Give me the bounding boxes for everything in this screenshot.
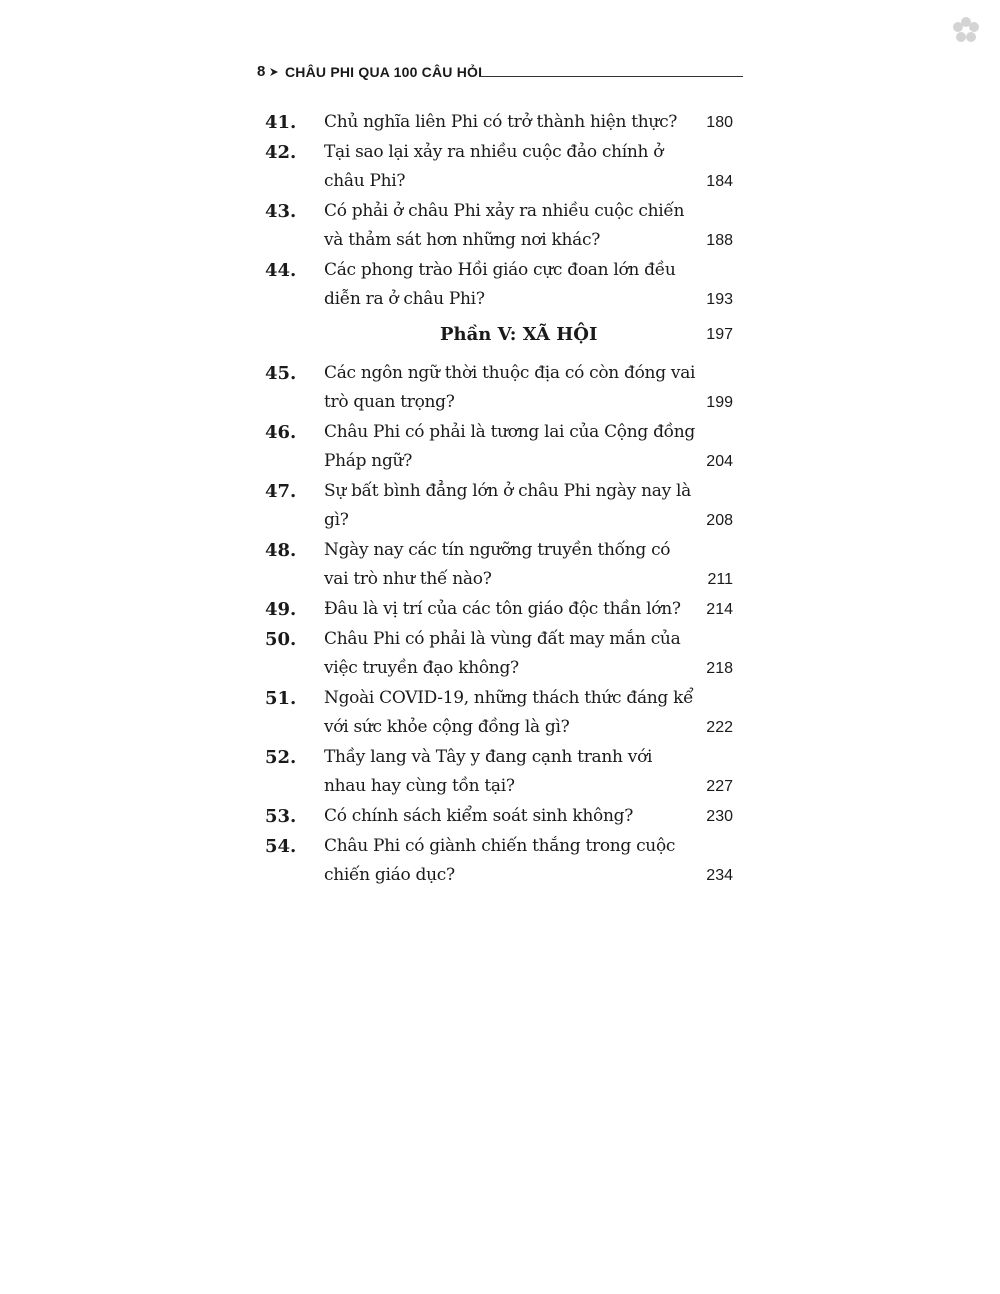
toc-entry xyxy=(265,595,745,624)
toc-entry-title: Chủ nghĩa liên Phi có trở thành hiện thực? xyxy=(324,112,678,132)
toc-entry-number: 50. xyxy=(265,629,297,650)
toc-entry-page: 180 xyxy=(706,114,733,131)
toc-entry-title: Châu Phi có giành chiến thắng trong cuộc chiến giáo dục? xyxy=(324,836,676,885)
toc-section-heading xyxy=(265,320,745,357)
toc-entry xyxy=(265,743,745,801)
toc-entry xyxy=(265,359,745,417)
toc-entry xyxy=(265,477,745,535)
toc-entry-page: 218 xyxy=(706,660,733,677)
toc-entry-number: 41. xyxy=(265,112,297,133)
toc-entry-title: Ngoài COVID-19, những thách thức đáng kể với sức khỏe cộng đồng là gì? xyxy=(324,688,694,737)
toc-entry xyxy=(265,197,745,255)
toc-entry-title: Các ngôn ngữ thời thuộc địa có còn đóng vai trò quan trọng? xyxy=(324,363,696,412)
toc-entry xyxy=(265,256,745,314)
toc-entry-page: 230 xyxy=(706,808,733,825)
toc-entry-number: 46. xyxy=(265,422,297,443)
toc-entry-number: 48. xyxy=(265,540,297,561)
flower-ornament-icon xyxy=(952,16,980,44)
header-rule xyxy=(480,76,743,77)
toc-entry-title: Có phải ở châu Phi xảy ra nhiều cuộc chiến và thảm sát hơn những nơi khác? xyxy=(324,201,685,250)
toc-entry-title: Tại sao lại xảy ra nhiều cuộc đảo chính ở châu Phi? xyxy=(324,142,664,191)
toc-entry-page: 227 xyxy=(706,778,733,795)
toc-entry-page: 211 xyxy=(707,571,733,588)
toc-entry-title: Sự bất bình đẳng lớn ở châu Phi ngày nay là gì? xyxy=(324,481,691,530)
toc-entry-number: 47. xyxy=(265,481,297,502)
section-title: Phần V: XÃ HỘI xyxy=(440,324,598,345)
toc-entry-number: 43. xyxy=(265,201,297,222)
toc-entry-page: 184 xyxy=(706,173,733,190)
toc-entry-page: 214 xyxy=(706,601,733,618)
header-book-title: CHÂU PHI QUA 100 CÂU HỎI xyxy=(285,64,483,80)
toc-entry-number: 45. xyxy=(265,363,297,384)
toc-entry-title: Châu Phi có phải là tương lai của Cộng đồng Pháp ngữ? xyxy=(324,422,695,471)
toc-entry-number: 52. xyxy=(265,747,297,768)
toc-entry-title: Thầy lang và Tây y đang cạnh tranh với nhau hay cùng tồn tại? xyxy=(324,747,653,796)
toc-entry xyxy=(265,625,745,683)
toc-entry-number: 49. xyxy=(265,599,297,620)
section-page: 197 xyxy=(706,326,733,343)
toc-entry xyxy=(265,108,745,137)
toc-entry-page: 222 xyxy=(706,719,733,736)
toc-entry-page: 204 xyxy=(706,453,733,470)
toc-entry-page: 188 xyxy=(706,232,733,249)
toc-entry-number: 53. xyxy=(265,806,297,827)
toc-entry xyxy=(265,832,745,890)
running-header xyxy=(257,62,743,82)
toc-entry-number: 51. xyxy=(265,688,297,709)
toc-entry xyxy=(265,684,745,742)
toc-entry-number: 54. xyxy=(265,836,297,857)
toc-entry-title: Ngày nay các tín ngưỡng truyền thống có vai trò như thế nào? xyxy=(324,540,671,589)
toc-entry xyxy=(265,418,745,476)
header-page-number: 8 xyxy=(257,63,266,80)
toc-entry-title: Có chính sách kiểm soát sinh không? xyxy=(324,806,634,826)
toc-entry xyxy=(265,802,745,831)
toc-entry-number: 44. xyxy=(265,260,297,281)
toc-entry-title: Châu Phi có phải là vùng đất may mắn của việc truyền đạo không? xyxy=(324,629,681,678)
toc-entry-page: 208 xyxy=(706,512,733,529)
toc-entry-number: 42. xyxy=(265,142,297,163)
toc-entry-page: 193 xyxy=(706,291,733,308)
toc-entry-page: 234 xyxy=(706,867,733,884)
toc-entry xyxy=(265,536,745,594)
toc-entry-page: 199 xyxy=(706,394,733,411)
arrow-right-icon xyxy=(269,67,279,77)
toc-entry-title: Các phong trào Hồi giáo cực đoan lớn đều diễn ra ở châu Phi? xyxy=(324,260,676,309)
toc-entry xyxy=(265,138,745,196)
toc-entry-title: Đâu là vị trí của các tôn giáo độc thần lớn? xyxy=(324,599,681,619)
table-of-contents xyxy=(265,108,745,891)
